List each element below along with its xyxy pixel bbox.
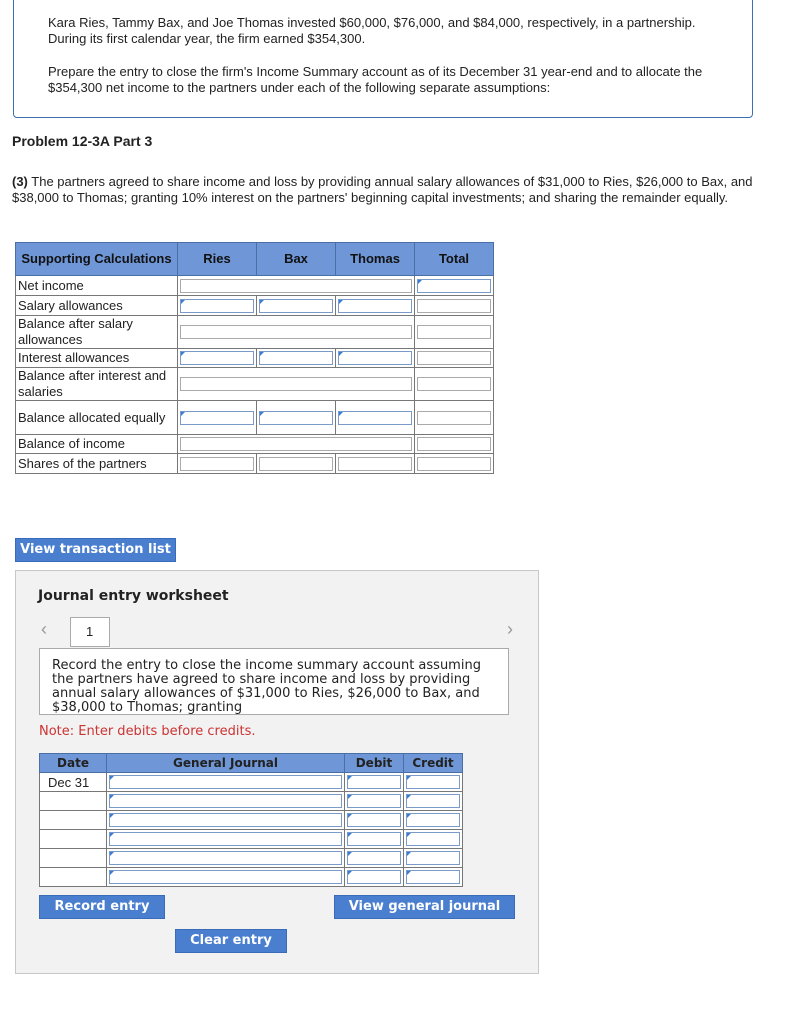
credit-input[interactable] <box>404 868 463 887</box>
table-row <box>16 276 494 296</box>
journal-row <box>40 830 463 849</box>
header-date: Date <box>40 754 107 773</box>
header-debit: Debit <box>345 754 404 773</box>
net-income-total-input[interactable] <box>415 276 494 296</box>
header-thomas: Thomas <box>336 243 415 276</box>
header-ries: Ries <box>178 243 257 276</box>
date-cell <box>40 830 107 849</box>
table-row <box>16 435 494 454</box>
shares-bax-cell <box>257 454 336 474</box>
interest-ries-input[interactable] <box>178 349 257 368</box>
row-label: Shares of the partners <box>16 454 178 474</box>
shares-total-cell <box>415 454 494 474</box>
header-general-journal: General Journal <box>107 754 345 773</box>
account-input[interactable] <box>107 830 345 849</box>
record-entry-button[interactable]: Record entry <box>39 895 165 919</box>
equal-thomas-input[interactable] <box>336 401 415 435</box>
credit-input[interactable] <box>404 792 463 811</box>
salary-ries-input[interactable] <box>178 296 257 316</box>
salary-total-cell <box>415 296 494 316</box>
credit-input[interactable] <box>404 849 463 868</box>
debit-input[interactable] <box>345 868 404 887</box>
row-label: Balance after interest and salaries <box>16 368 178 401</box>
intro-paragraph-1: Kara Ries, Tammy Bax, and Joe Thomas invested $60,000, $76,000, and $84,000, respectively, in a partnership. During its first calendar year, the firm earned $354,300. <box>48 15 696 46</box>
date-cell <box>40 792 107 811</box>
problem-text <box>12 174 757 206</box>
table-row <box>16 349 494 368</box>
row-label: Salary allowances <box>16 296 178 316</box>
row-label: Interest allowances <box>16 349 178 368</box>
account-input[interactable] <box>107 849 345 868</box>
interest-total-cell <box>415 349 494 368</box>
debit-input[interactable] <box>345 830 404 849</box>
date-cell <box>40 849 107 868</box>
date-cell: Dec 31 <box>40 773 107 792</box>
debit-input[interactable] <box>345 849 404 868</box>
view-general-journal-button[interactable]: View general journal <box>334 895 515 919</box>
balance-after-interest-span <box>178 368 415 401</box>
clear-entry-button[interactable]: Clear entry <box>175 929 287 953</box>
credit-input[interactable] <box>404 811 463 830</box>
debits-note: Note: Enter debits before credits. <box>39 724 256 739</box>
balance-after-salary-span <box>178 316 415 349</box>
balance-of-income-total <box>415 435 494 454</box>
credit-input[interactable] <box>404 830 463 849</box>
row-label: Balance after salary allowances <box>16 316 178 349</box>
equal-ries-input[interactable] <box>178 401 257 435</box>
account-input[interactable] <box>107 868 345 887</box>
credit-input[interactable] <box>404 773 463 792</box>
journal-row <box>40 811 463 830</box>
balance-after-salary-total <box>415 316 494 349</box>
journal-row <box>40 773 463 792</box>
interest-bax-input[interactable] <box>257 349 336 368</box>
date-cell <box>40 868 107 887</box>
journal-header-row <box>40 754 463 773</box>
debit-input[interactable] <box>345 811 404 830</box>
table-row <box>16 368 494 401</box>
problem-number: (3) <box>12 174 28 189</box>
debit-input[interactable] <box>345 773 404 792</box>
intro-paragraph-2: Prepare the entry to close the firm's Income Summary account as of its December 31 year-end and to allocate the $354,300 net income to the partners under each of the following separate assumptions: <box>48 64 703 95</box>
salary-bax-input[interactable] <box>257 296 336 316</box>
account-input[interactable] <box>107 773 345 792</box>
page-number-tab[interactable]: 1 <box>70 617 110 647</box>
row-label: Balance allocated equally <box>16 401 178 435</box>
part-title: Problem 12-3A Part 3 <box>12 133 153 149</box>
shares-thomas-cell <box>336 454 415 474</box>
chevron-left-icon[interactable]: ‹ <box>41 619 47 639</box>
instruction-text: Record the entry to close the income summary account assuming the partners have agreed to share income and loss by providing annual salary allowances of $31,000 to Ries, $26,000 to Bax, and $38,000 to Thomas; granting <box>39 648 509 715</box>
header-total: Total <box>415 243 494 276</box>
table-header-row <box>16 243 494 276</box>
table-row <box>16 401 494 435</box>
date-cell <box>40 811 107 830</box>
salary-thomas-input[interactable] <box>336 296 415 316</box>
worksheet-title: Journal entry worksheet <box>38 588 229 604</box>
debit-input[interactable] <box>345 792 404 811</box>
balance-after-interest-total <box>415 368 494 401</box>
row-label: Net income <box>16 276 178 296</box>
intro-box <box>13 0 753 118</box>
net-income-span <box>178 276 415 296</box>
chevron-right-icon[interactable]: › <box>507 619 513 639</box>
equal-total-cell <box>415 401 494 435</box>
header-supporting: Supporting Calculations <box>16 243 178 276</box>
view-transaction-list-button[interactable]: View transaction list <box>15 538 176 562</box>
journal-entry-worksheet <box>15 570 539 974</box>
row-label: Balance of income <box>16 435 178 454</box>
general-journal-table <box>39 753 463 887</box>
balance-of-income-span <box>178 435 415 454</box>
equal-bax-input[interactable] <box>257 401 336 435</box>
supporting-calculations-table <box>15 242 494 474</box>
account-input[interactable] <box>107 811 345 830</box>
table-row <box>16 454 494 474</box>
journal-row <box>40 849 463 868</box>
journal-row <box>40 868 463 887</box>
header-bax: Bax <box>257 243 336 276</box>
problem-description: The partners agreed to share income and loss by providing annual salary allowances of $31,000 to Ries, $26,000 to Bax, and $38,000 to Thomas; granting 10% interest on the partners' beginning capital investments; and sharing the remainder equally. <box>12 174 753 205</box>
journal-row <box>40 792 463 811</box>
interest-thomas-input[interactable] <box>336 349 415 368</box>
table-row <box>16 296 494 316</box>
header-credit: Credit <box>404 754 463 773</box>
shares-ries-cell <box>178 454 257 474</box>
table-row <box>16 316 494 349</box>
account-input[interactable] <box>107 792 345 811</box>
